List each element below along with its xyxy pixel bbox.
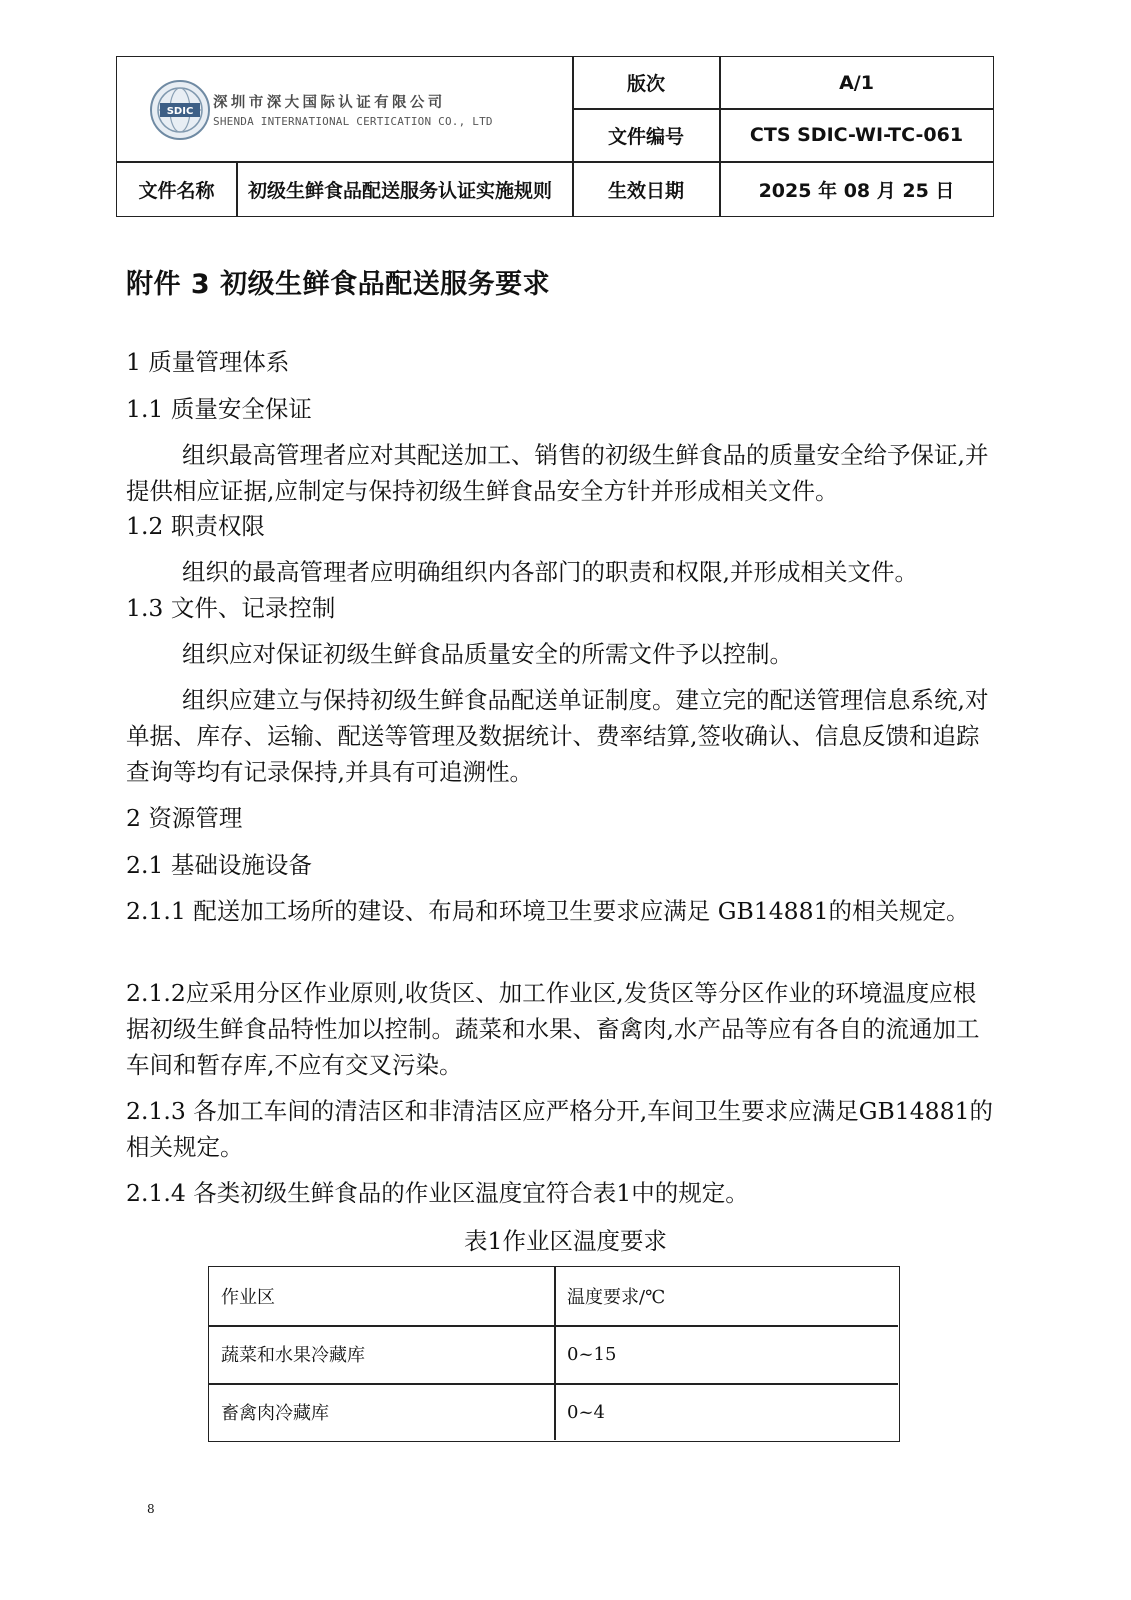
section-heading: 1.3 文件、记录控制 [126, 594, 336, 622]
paragraph: 2.1.1 配送加工场所的建设、布局和环境卫生要求应满足 GB14881的相关规定。 [126, 897, 970, 925]
svg-text:SDIC: SDIC [166, 106, 194, 117]
paragraph: 组织应对保证初级生鲜食品质量安全的所需文件予以控制。 [182, 640, 793, 668]
paragraph: 2.1.3 各加工车间的清洁区和非清洁区应严格分开,车间卫生要求应满足GB14881的相关规定。 [126, 1097, 994, 1161]
paragraph: 组织最高管理者应对其配送加工、销售的初级生鲜食品的质量安全给予保证,并提供相应证据,应制定与保持初级生鲜食品安全方针并形成相关文件。 [126, 441, 989, 505]
effective-date-label: 生效日期 [607, 180, 684, 202]
table-header-row [209, 1267, 899, 1326]
version-label: 版次 [626, 73, 665, 95]
table-caption: 表1作业区温度要求 [464, 1227, 667, 1255]
section-heading: 1 质量管理体系 [126, 348, 290, 376]
paragraph: 2.1.2应采用分区作业原则,收货区、加工作业区,发货区等分区作业的环境温度应根据初级生鲜食品特性加以控制。蔬菜和水果、畜禽肉,水产品等应有各自的流通加工车间和暂存库,不应有交叉污染。 [126, 979, 980, 1079]
section-heading: 2 资源管理 [126, 804, 243, 832]
company-logo-icon [149, 79, 211, 141]
docno-label: 文件编号 [607, 125, 684, 148]
paragraph: 2.1.4 各类初级生鲜食品的作业区温度宜符合表1中的规定。 [126, 1179, 749, 1207]
docno-value: CTS SDIC-WI-TC-061 [749, 124, 964, 146]
table-cell: 畜禽肉冷藏库 [221, 1403, 329, 1425]
page-title: 附件 3 初级生鲜食品配送服务要求 [126, 269, 551, 300]
company-name-cn: 深圳市深大国际认证有限公司 [213, 95, 446, 111]
table-header-cell: 作业区 [221, 1287, 275, 1309]
paragraph: 组织的最高管理者应明确组织内各部门的职责和权限,并形成相关文件。 [182, 558, 918, 586]
table-row [209, 1325, 899, 1384]
page-number: 8 [147, 1502, 155, 1516]
table-cell: 0~15 [567, 1343, 617, 1365]
doc-name-label: 文件名称 [138, 180, 215, 202]
temperature-table [208, 1266, 900, 1442]
company-logo-area [117, 57, 572, 162]
section-heading: 1.1 质量安全保证 [126, 395, 312, 423]
section-heading: 2.1 基础设施设备 [126, 851, 312, 879]
effective-date-value: 2025 年 08 月 25 日 [758, 180, 955, 202]
version-value: A/1 [839, 71, 874, 94]
table-row [209, 1383, 899, 1442]
document-header-table [116, 56, 994, 217]
table-header-cell: 温度要求/℃ [567, 1287, 666, 1309]
doc-name-value: 初级生鲜食品配送服务认证实施规则 [248, 180, 553, 202]
section-heading: 1.2 职责权限 [126, 512, 265, 540]
table-cell: 蔬菜和水果冷藏库 [221, 1345, 365, 1367]
company-name-en: SHENDA INTERNATIONAL CERTICATION CO., LTD [213, 115, 493, 128]
table-cell: 0~4 [567, 1401, 605, 1423]
paragraph: 组织应建立与保持初级生鲜食品配送单证制度。建立完的配送管理信息系统,对单据、库存、运输、配送等管理及数据统计、费率结算,签收确认、信息反馈和追踪查询等均有记录保持,并具有可追溯性。 [126, 686, 989, 786]
